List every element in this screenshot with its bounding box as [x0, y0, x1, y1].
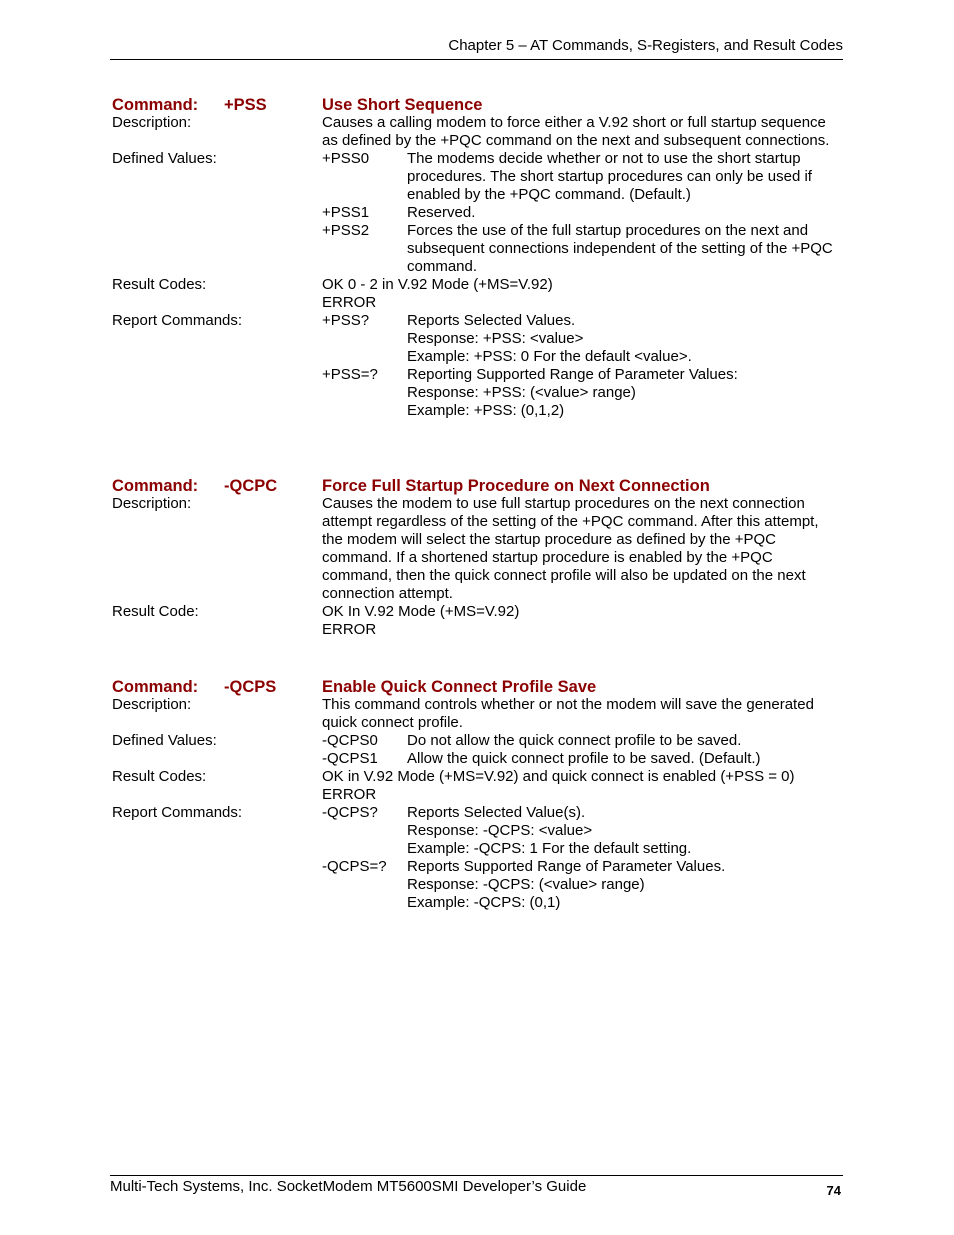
description-label: Description: [112, 696, 192, 713]
command-name: -QCPC [224, 477, 278, 495]
description-text: This command controls whether or not the modem will save the generated quick connect profile. [322, 696, 814, 731]
command-title: Use Short Sequence [322, 96, 483, 114]
description-row [112, 696, 843, 732]
page-number: 74 [826, 1183, 841, 1198]
value-text: Reserved. [407, 204, 476, 221]
result-codes-label: Result Codes: [112, 276, 207, 293]
result-codes-row [112, 276, 843, 312]
report-key: -QCPS? [322, 804, 378, 821]
page-header [110, 37, 843, 60]
result-line: OK in V.92 Mode (+MS=V.92) and quick connect is enabled (+PSS = 0) [322, 768, 795, 785]
section-pss [112, 94, 843, 420]
report-commands-label: Report Commands: [112, 804, 243, 821]
value-key: +PSS1 [322, 204, 370, 221]
value-text: Allow the quick connect profile to be saved. (Default.) [407, 750, 761, 767]
section-qcpc [112, 475, 843, 639]
report-line: Response: +PSS: (<value> range) [407, 384, 636, 401]
command-heading [112, 475, 843, 495]
report-line: Example: +PSS: (0,1,2) [407, 402, 565, 419]
command-label: Command: [112, 96, 199, 114]
description-label: Description: [112, 114, 192, 131]
value-text: Do not allow the quick connect profile to be saved. [407, 732, 742, 749]
description-label: Description: [112, 495, 192, 512]
report-line: Response: -QCPS: <value> [407, 822, 593, 839]
report-line: Reports Supported Range of Parameter Values. [407, 858, 726, 875]
result-code-row [112, 603, 843, 639]
command-name: -QCPS [224, 678, 277, 696]
report-line: Example: -QCPS: 1 For the default setting. [407, 840, 692, 857]
value-key: +PSS0 [322, 150, 370, 167]
report-line: Example: +PSS: 0 For the default <value>. [407, 348, 692, 365]
value-item [322, 222, 843, 276]
command-label: Command: [112, 678, 199, 696]
result-code-label: Result Code: [112, 603, 199, 620]
defined-values-label: Defined Values: [112, 732, 217, 749]
report-commands-row [112, 312, 843, 420]
value-key: -QCPS1 [322, 750, 378, 767]
report-line: Response: +PSS: <value> [407, 330, 584, 347]
value-text: Forces the use of the full startup procedures on the next and subsequent connections independent of the setting of the +PQC command. [407, 222, 833, 275]
command-title: Enable Quick Connect Profile Save [322, 678, 597, 696]
command-heading [112, 676, 843, 696]
report-commands-row [112, 804, 843, 912]
defined-values-row [112, 150, 843, 276]
report-line: Example: -QCPS: (0,1) [407, 894, 561, 911]
description-text: Causes the modem to use full startup procedures on the next connection attempt regardless of the setting of the +PQC command. After this attempt, the modem will select the startup procedure as defined by the +PQC command. If a shortened startup procedure is enabled by the +PQC command, then the quick connect profile will also be updated on the next connection attempt. [322, 495, 819, 602]
result-codes-row [112, 768, 843, 804]
result-line: ERROR [322, 621, 377, 638]
command-label: Command: [112, 477, 199, 495]
page-footer [110, 1175, 843, 1196]
report-key: +PSS? [322, 312, 370, 329]
result-line: ERROR [322, 786, 377, 803]
report-commands-label: Report Commands: [112, 312, 243, 329]
report-item [322, 312, 843, 366]
defined-values-row [112, 732, 843, 768]
description-row [112, 495, 843, 603]
report-key: -QCPS=? [322, 858, 387, 875]
value-item [322, 204, 843, 222]
report-line: Reporting Supported Range of Parameter Values: [407, 366, 738, 383]
result-codes-label: Result Codes: [112, 768, 207, 785]
command-title: Force Full Startup Procedure on Next Connection [322, 477, 710, 495]
report-line: Response: -QCPS: (<value> range) [407, 876, 645, 893]
result-line: OK In V.92 Mode (+MS=V.92) [322, 603, 520, 620]
value-item [322, 732, 843, 750]
command-name: +PSS [224, 96, 267, 114]
result-line: ERROR [322, 294, 377, 311]
value-item [322, 150, 843, 204]
chapter-title: Chapter 5 – AT Commands, S-Registers, and Result Codes [448, 37, 843, 54]
value-text: The modems decide whether or not to use the short startup procedures. The short startup procedures can only be used if enabled by the +PQC command. (Default.) [407, 150, 812, 203]
report-key: +PSS=? [322, 366, 378, 383]
footer-title: Multi-Tech Systems, Inc. SocketModem MT5600SMI Developer’s Guide [110, 1178, 587, 1195]
description-row [112, 114, 843, 150]
command-heading [112, 94, 843, 114]
section-qcps [112, 676, 843, 912]
description-text: Causes a calling modem to force either a V.92 short or full startup sequence as defined by the +PQC command on the next and subsequent connections. [322, 114, 830, 149]
report-item [322, 366, 843, 420]
report-line: Reports Selected Value(s). [407, 804, 586, 821]
value-item [322, 750, 843, 768]
report-item [322, 804, 843, 858]
report-item [322, 858, 843, 912]
result-line: OK 0 - 2 in V.92 Mode (+MS=V.92) [322, 276, 553, 293]
defined-values-label: Defined Values: [112, 150, 217, 167]
value-key: -QCPS0 [322, 732, 378, 749]
report-line: Reports Selected Values. [407, 312, 576, 329]
value-key: +PSS2 [322, 222, 370, 239]
